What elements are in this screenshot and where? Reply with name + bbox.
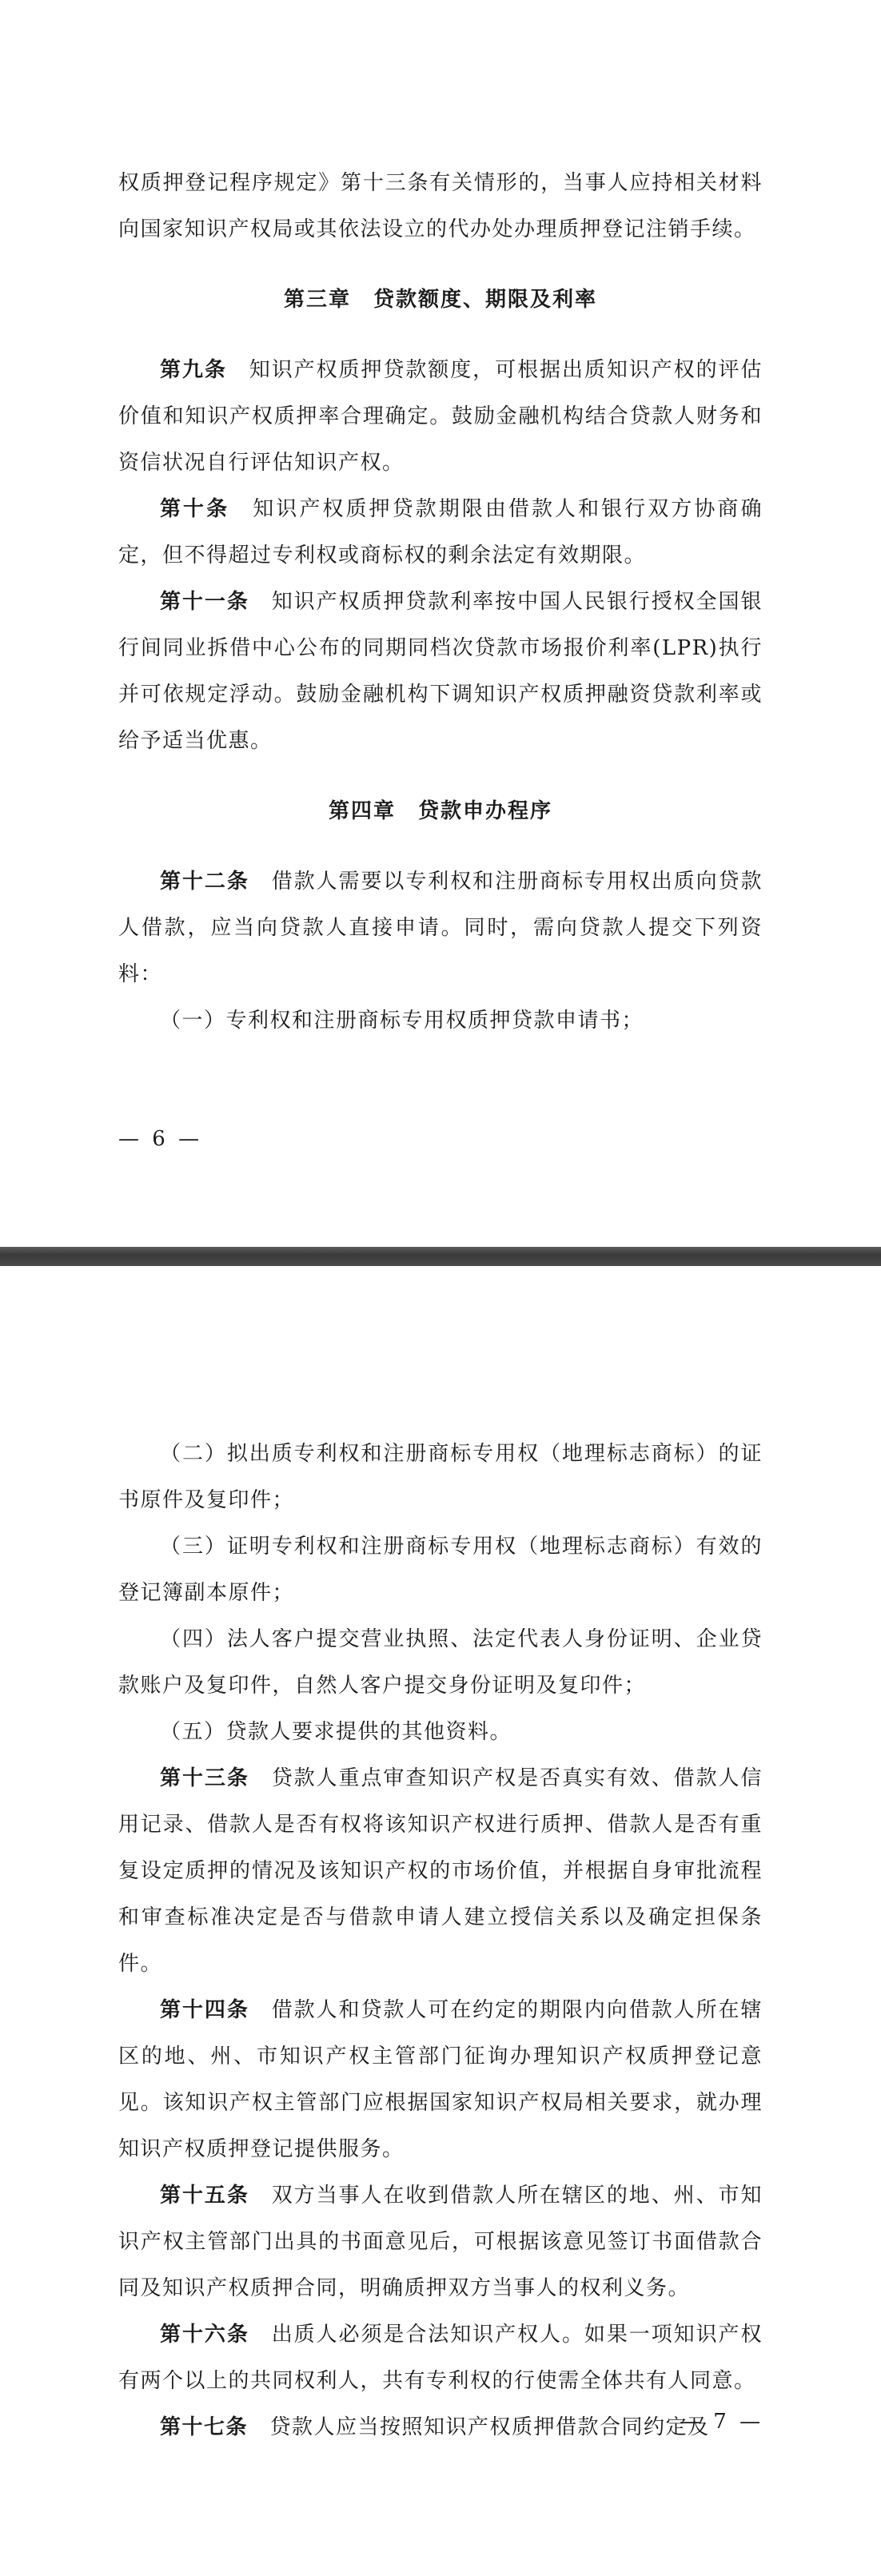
- article-12-label: 第十二条: [160, 870, 249, 894]
- article-10-text: 知识产权质押贷款期限由借款人和银行双方协商确定，但不得超过专利权或商标权的剩余法定有效期限。: [118, 497, 763, 567]
- article-15-label: 第十五条: [160, 2184, 249, 2208]
- article-9-text: 知识产权质押贷款额度，可根据出质知识产权的评估价值和知识产权质押率合理确定。鼓励金融机构结合贷款人财务和资信状况自行评估知识产权。: [118, 358, 763, 475]
- article-14: [118, 1987, 763, 2172]
- chapter-4-heading: 第四章 贷款申办程序: [328, 799, 552, 823]
- article-13-text: 贷款人重点审查知识产权是否真实有效、借款人信用记录、借款人是否有权将该知识产权进行质押、借款人是否有重复设定质押的情况及该知识产权的市场价值，并根据自身审批流程和审查标准决定是否与借款申请人建立授信关系以及确定担保条件。: [118, 1766, 763, 1976]
- article-13: [118, 1755, 763, 1987]
- article-11: [118, 579, 763, 764]
- article-15-text: 双方当事人在收到借款人所在辖区的地、州、市知识产权主管部门出具的书面意见后，可根据该意见签订书面借款合同及知识产权质押合同，明确质押双方当事人的权利义务。: [118, 2184, 763, 2300]
- article-14-label: 第十四条: [160, 1998, 249, 2022]
- article-10: [118, 486, 763, 579]
- article-17-text: 贷款人应当按照知识产权质押借款合同约定及: [269, 2415, 710, 2439]
- article-17-label: 第十七条: [160, 2415, 249, 2439]
- article-11-text: 知识产权质押贷款利率按中国人民银行授权全国银行间同业拆借中心公布的同期同档次贷款市场报价利率(LPR)执行并可依规定浮动。鼓励金融机构下调知识产权质押融资贷款利率或给予适当优惠。: [118, 590, 763, 753]
- continuation-paragraph: 权质押登记程序规定》第十三条有关情形的，当事人应持相关材料向国家知识产权局或其依法设立的代办处办理质押登记注销手续。: [118, 171, 763, 241]
- article-15: [118, 2172, 763, 2311]
- page-separator: [0, 1247, 881, 1266]
- article-17: [118, 2404, 763, 2451]
- page-6-body: [118, 160, 763, 1044]
- list-item-4: （四）法人客户提交营业执照、法定代表人身份证明、企业贷款账户及复印件，自然人客户提交身份证明及复印件；: [118, 1627, 763, 1698]
- page-number-7: — 7 —: [680, 2410, 764, 2434]
- list-item-2: （二）拟出质专利权和注册商标专用权（地理标志商标）的证书原件及复印件；: [118, 1442, 763, 1512]
- list-item-5: （五）贷款人要求提供的其他资料。: [160, 1720, 512, 1744]
- article-9: [118, 347, 763, 486]
- article-11-label: 第十一条: [160, 590, 249, 614]
- article-16-text: 出质人必须是合法知识产权人。如果一项知识产权有两个以上的共同权利人，共有专利权的行使需全体共有人同意。: [118, 2323, 763, 2393]
- chapter-3-heading: 第三章 贷款额度、期限及利率: [283, 288, 597, 312]
- article-9-label: 第九条: [160, 358, 227, 382]
- list-item-3: （三）证明专利权和注册商标专用权（地理标志商标）有效的登记簿副本原件；: [118, 1535, 763, 1605]
- article-13-label: 第十三条: [160, 1766, 249, 1790]
- page-number-6: — 6 —: [118, 1127, 203, 1151]
- article-12: [118, 858, 763, 997]
- page-7-body: [118, 1431, 763, 2451]
- article-14-text: 借款人和贷款人可在约定的期限内向借款人所在辖区的地、州、市知识产权主管部门征询办理知识产权质押登记意见。该知识产权主管部门应根据国家知识产权局相关要求，就办理知识产权质押登记提供服务。: [118, 1998, 763, 2161]
- article-10-label: 第十条: [160, 497, 230, 521]
- list-item-1: （一）专利权和注册商标专用权质押贷款申请书；: [160, 1009, 644, 1033]
- article-16: [118, 2311, 763, 2404]
- article-16-label: 第十六条: [160, 2323, 249, 2347]
- article-12-text: 借款人需要以专利权和注册商标专用权出质向贷款人借款，应当向贷款人直接申请。同时，需向贷款人提交下列资料：: [118, 870, 763, 986]
